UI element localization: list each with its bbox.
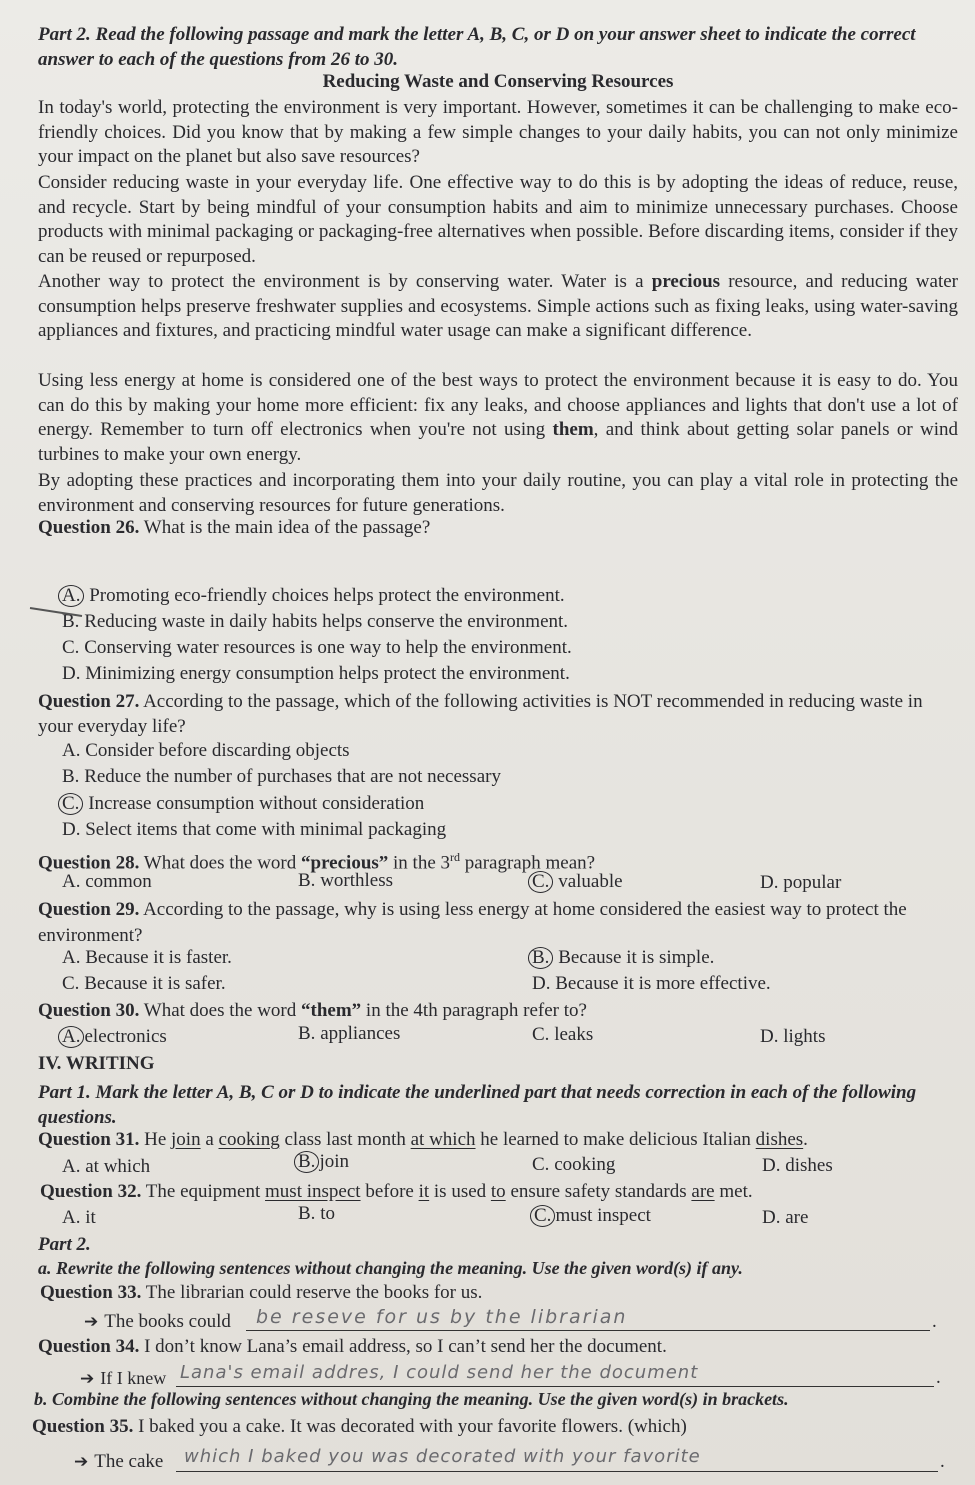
- q34-prompt: ➔ If I knew: [80, 1368, 167, 1389]
- q31-option-c[interactable]: C. cooking: [532, 1154, 616, 1175]
- q31-option-d[interactable]: D. dishes: [762, 1155, 833, 1176]
- q35-prompt: ➔ The cake: [74, 1451, 164, 1472]
- q32-option-a[interactable]: A. it: [62, 1207, 96, 1228]
- q32-option-d[interactable]: D. are: [762, 1207, 809, 1228]
- q31-option-a[interactable]: A. at which: [62, 1156, 151, 1177]
- q29-option-b[interactable]: B. Because it is simple.: [532, 946, 714, 970]
- question-26: Question 26. What is the main idea of the passage?: [38, 517, 431, 538]
- arrow-right-icon: ➔: [80, 1369, 95, 1389]
- question-32: Question 32. The equipment must inspect before it is used to ensure safety standards are met.: [40, 1181, 753, 1202]
- passage-paragraph-2: Consider reducing waste in your everyday life. One effective way to do this is by adopting the ideas of reduce, reuse, and recycle. Start by being mindful of your consumption habits and aim to minimize unnecessary purchases. Choose products with minimal packaging or packaging-free alternatives when possible. Before discarding items, consider if they can be reused or repurposed.: [38, 172, 958, 267]
- q28-option-d[interactable]: D. popular: [760, 872, 842, 893]
- q34-end-period: .: [936, 1367, 941, 1388]
- question-34: Question 34. I don’t know Lana’s email address, so I can’t send her the document.: [38, 1336, 667, 1357]
- q30-option-c[interactable]: C. leaks: [532, 1024, 594, 1045]
- question-29: Question 29. According to the passage, why is using less energy at home considered the easiest way to protect the environment?: [38, 899, 907, 946]
- q26-option-a[interactable]: A. Promoting eco-friendly choices helps protect the environment.: [62, 584, 565, 608]
- q27-option-c[interactable]: C. Increase consumption without consideration: [62, 792, 424, 816]
- q30-option-a[interactable]: A. electronics: [62, 1025, 167, 1049]
- question-30: Question 30. What does the word “them” in the 4th paragraph refer to?: [38, 1000, 587, 1021]
- q33-prompt: ➔ The books could: [84, 1311, 231, 1332]
- word-them: them: [552, 419, 594, 440]
- q33-end-period: .: [932, 1311, 937, 1332]
- question-28: Question 28. What does the word “precious” in the 3rd paragraph mean?: [38, 850, 596, 874]
- part2-heading: Part 2. Read the following passage and mark the letter A, B, C, or D on your answer sheet to indicate the correct answer to each of the questions from 26 to 30.: [38, 24, 916, 70]
- q30-option-b[interactable]: B. appliances: [298, 1023, 401, 1044]
- q34-handwritten-answer: Lana's email addres, I could send her the document: [180, 1362, 699, 1383]
- q31-option-b[interactable]: B. join: [298, 1150, 349, 1174]
- writing-heading: IV. WRITING: [38, 1053, 155, 1074]
- q27-option-d[interactable]: D. Select items that come with minimal packaging: [62, 819, 447, 840]
- q27-option-a[interactable]: A. Consider before discarding objects: [62, 740, 350, 761]
- arrow-right-icon: ➔: [74, 1452, 89, 1472]
- q28-option-b[interactable]: B. worthless: [298, 870, 394, 891]
- q28-option-c[interactable]: C. valuable: [532, 870, 623, 894]
- q33-answer-line[interactable]: [246, 1330, 930, 1331]
- q32-option-c[interactable]: C. must inspect: [534, 1204, 651, 1228]
- q35-end-period: .: [940, 1451, 945, 1472]
- q26-option-c[interactable]: C. Conserving water resources is one way to help the environment.: [62, 637, 572, 658]
- q30-option-d[interactable]: D. lights: [760, 1026, 826, 1047]
- q28-option-a[interactable]: A. common: [62, 871, 152, 892]
- question-31: Question 31. He join a cooking class last month at which he learned to make delicious Italian dishes.: [38, 1129, 808, 1150]
- question-27: Question 27. According to the passage, which of the following activities is NOT recommended in reducing waste in your everyday life?: [38, 691, 923, 737]
- question-33: Question 33. The librarian could reserve the books for us.: [40, 1282, 483, 1303]
- q32-option-b[interactable]: B. to: [298, 1203, 335, 1224]
- q27-option-b[interactable]: B. Reduce the number of purchases that are not necessary: [62, 766, 501, 787]
- q33-handwritten-answer: be reseve for us by the librarian: [256, 1306, 628, 1328]
- arrow-right-icon: ➔: [84, 1312, 99, 1332]
- writing-part2-label: Part 2.: [38, 1234, 91, 1255]
- writing-part2b-instructions: b. Combine the following sentences without changing the meaning. Use the given word(s) in brackets.: [34, 1389, 789, 1409]
- passage-paragraph-4: Using less energy at home is considered one of the best ways to protect the environment because it is easy to do. You can do this by making your home more efficient: fix any leaks, and choose appliances and lights that don't use a lot of energy. Remember to turn off electronics when you're not using them, and think about getting solar panels or wind turbines to make your own energy.: [38, 370, 958, 465]
- q26-option-d[interactable]: D. Minimizing energy consumption helps protect the environment.: [62, 663, 570, 684]
- q26-option-b[interactable]: B. Reducing waste in daily habits helps conserve the environment.: [62, 611, 569, 632]
- pencil-stroke-mark: [26, 602, 86, 618]
- q29-option-c[interactable]: C. Because it is safer.: [62, 973, 226, 994]
- q29-option-d[interactable]: D. Because it is more effective.: [532, 973, 771, 994]
- passage-paragraph-5: By adopting these practices and incorporating them into your daily routine, you can play a vital role in protecting the environment and conserving resources for future generations.: [38, 470, 958, 516]
- passage-title: Reducing Waste and Conserving Resources: [322, 71, 674, 92]
- writing-part1-instructions: Part 1. Mark the letter A, B, C or D to indicate the underlined part that needs correction in each of the following questions.: [38, 1082, 917, 1128]
- q35-answer-line[interactable]: [176, 1471, 938, 1472]
- word-precious: precious: [651, 271, 721, 292]
- writing-part2a-instructions: a. Rewrite the following sentences without changing the meaning. Use the given word(s) if any.: [38, 1258, 743, 1278]
- passage-paragraph-3: Another way to protect the environment is by conserving water. Water is a precious resource, and reducing water consumption helps preserve freshwater supplies and ecosystems. Simple actions such as fixing leaks, using water-saving appliances and fixtures, and practicing mindful water usage can make a significant difference.: [38, 271, 958, 341]
- q35-handwritten-answer: which I baked you was decorated with your favorite: [184, 1446, 701, 1467]
- q29-option-a[interactable]: A. Because it is faster.: [62, 947, 232, 968]
- passage-paragraph-1: In today's world, protecting the environment is very important. However, sometimes it can be challenging to make eco-friendly choices. Did you know that by making a few simple changes to your daily habits, you can not only minimize your impact on the planet but also save resources?: [38, 97, 958, 167]
- question-35: Question 35. I baked you a cake. It was decorated with your favorite flowers. (which): [32, 1416, 687, 1437]
